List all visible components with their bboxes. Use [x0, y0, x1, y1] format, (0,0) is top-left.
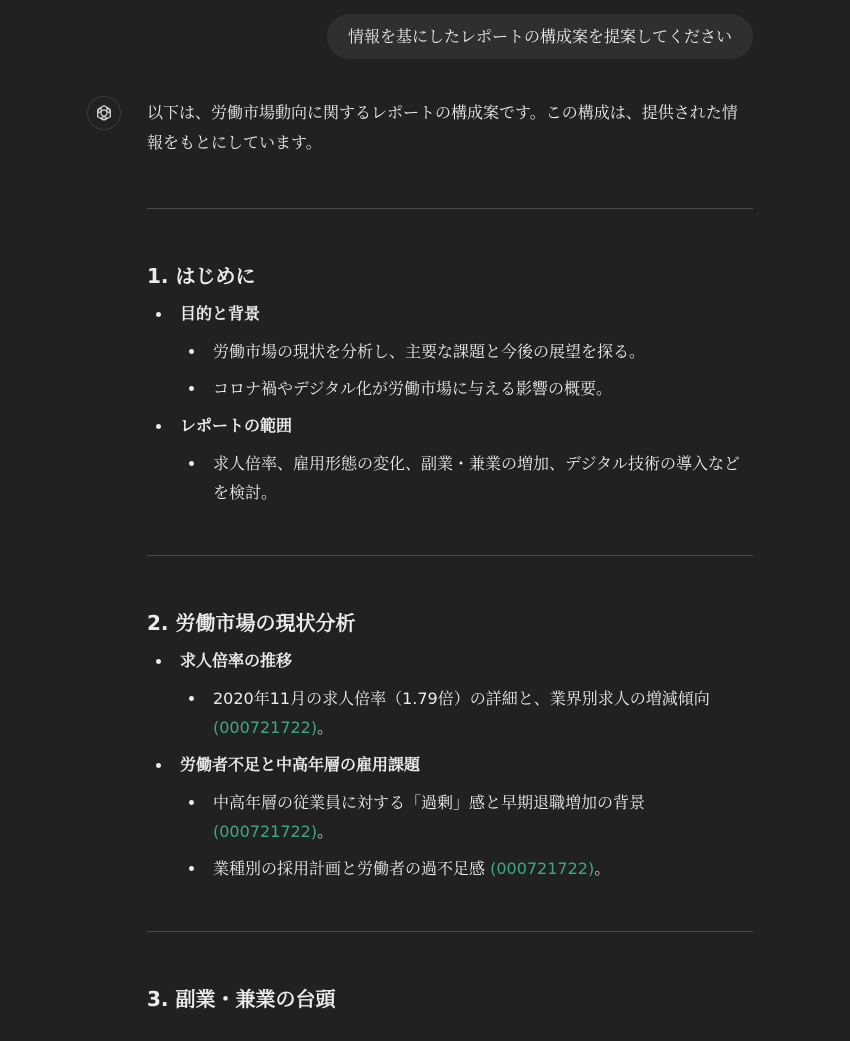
sub-item-end: 。 [317, 822, 334, 841]
sub-list [180, 788, 753, 883]
section-2-list [147, 646, 753, 883]
sub-item-text: 業種別の採用計画と労働者の過不足感 [213, 859, 491, 878]
citation-link[interactable]: (000721722) [213, 718, 318, 737]
bullet-icon [189, 800, 194, 805]
sub-list [180, 337, 753, 403]
openai-logo-icon [94, 103, 114, 123]
bullet-icon [156, 424, 161, 429]
citation-link[interactable]: (000721722) [213, 822, 318, 841]
sub-item-end: 。 [317, 718, 334, 737]
list-item-label: 目的と背景 [180, 304, 261, 323]
list-item-label: レポートの範囲 [180, 416, 293, 435]
bullet-icon [156, 312, 161, 317]
sub-list-item [180, 374, 753, 403]
assistant-message [147, 98, 753, 1014]
list-item [147, 299, 753, 403]
section-1-list [147, 299, 753, 507]
sub-item-end: 。 [594, 859, 611, 878]
bullet-icon [156, 659, 161, 664]
bullet-icon [189, 386, 194, 391]
assistant-avatar [87, 96, 121, 130]
sub-list-item [180, 684, 753, 742]
section-title-3: 3. 副業・兼業の台頭 [147, 987, 336, 1011]
list-item [147, 646, 753, 742]
citation-link[interactable]: (000721722) [490, 859, 595, 878]
sub-list-item [180, 337, 753, 366]
bullet-icon [189, 866, 194, 871]
sub-item-text: 中高年層の従業員に対する「過剰」感と早期退職増加の背景 [213, 793, 646, 812]
bullet-icon [189, 461, 194, 466]
sub-item-text: 労働市場の現状を分析し、主要な課題と今後の展望を探る。 [213, 342, 646, 361]
bullet-icon [189, 349, 194, 354]
list-item [147, 750, 753, 883]
divider [147, 931, 753, 932]
bullet-icon [189, 696, 194, 701]
sub-list-item [180, 854, 753, 883]
sub-item-text: 求人倍率、雇用形態の変化、副業・兼業の増加、デジタル技術の導入などを検討。 [213, 454, 741, 502]
section-title-1: 1. はじめに [147, 264, 256, 288]
bullet-icon [156, 763, 161, 768]
sub-list-item [180, 449, 753, 507]
list-item [147, 411, 753, 507]
list-item-label: 求人倍率の推移 [180, 651, 293, 670]
list-item-label: 労働者不足と中高年層の雇用課題 [180, 755, 421, 774]
sub-item-text: 2020年11月の求人倍率（1.79倍）の詳細と、業界別求人の増減傾向 [213, 689, 710, 708]
divider [147, 208, 753, 209]
sub-item-text: コロナ禍やデジタル化が労働市場に与える影響の概要。 [213, 379, 613, 398]
divider [147, 555, 753, 556]
intro-text: 以下は、労働市場動向に関するレポートの構成案です。この構成は、提供された情報をもとにしています。 [147, 103, 738, 152]
section-title-2: 2. 労働市場の現状分析 [147, 611, 356, 635]
sub-list [180, 449, 753, 507]
sub-list [180, 684, 753, 742]
user-message-bubble: 情報を基にしたレポートの構成案を提案してください [327, 14, 753, 59]
sub-list-item [180, 788, 753, 846]
